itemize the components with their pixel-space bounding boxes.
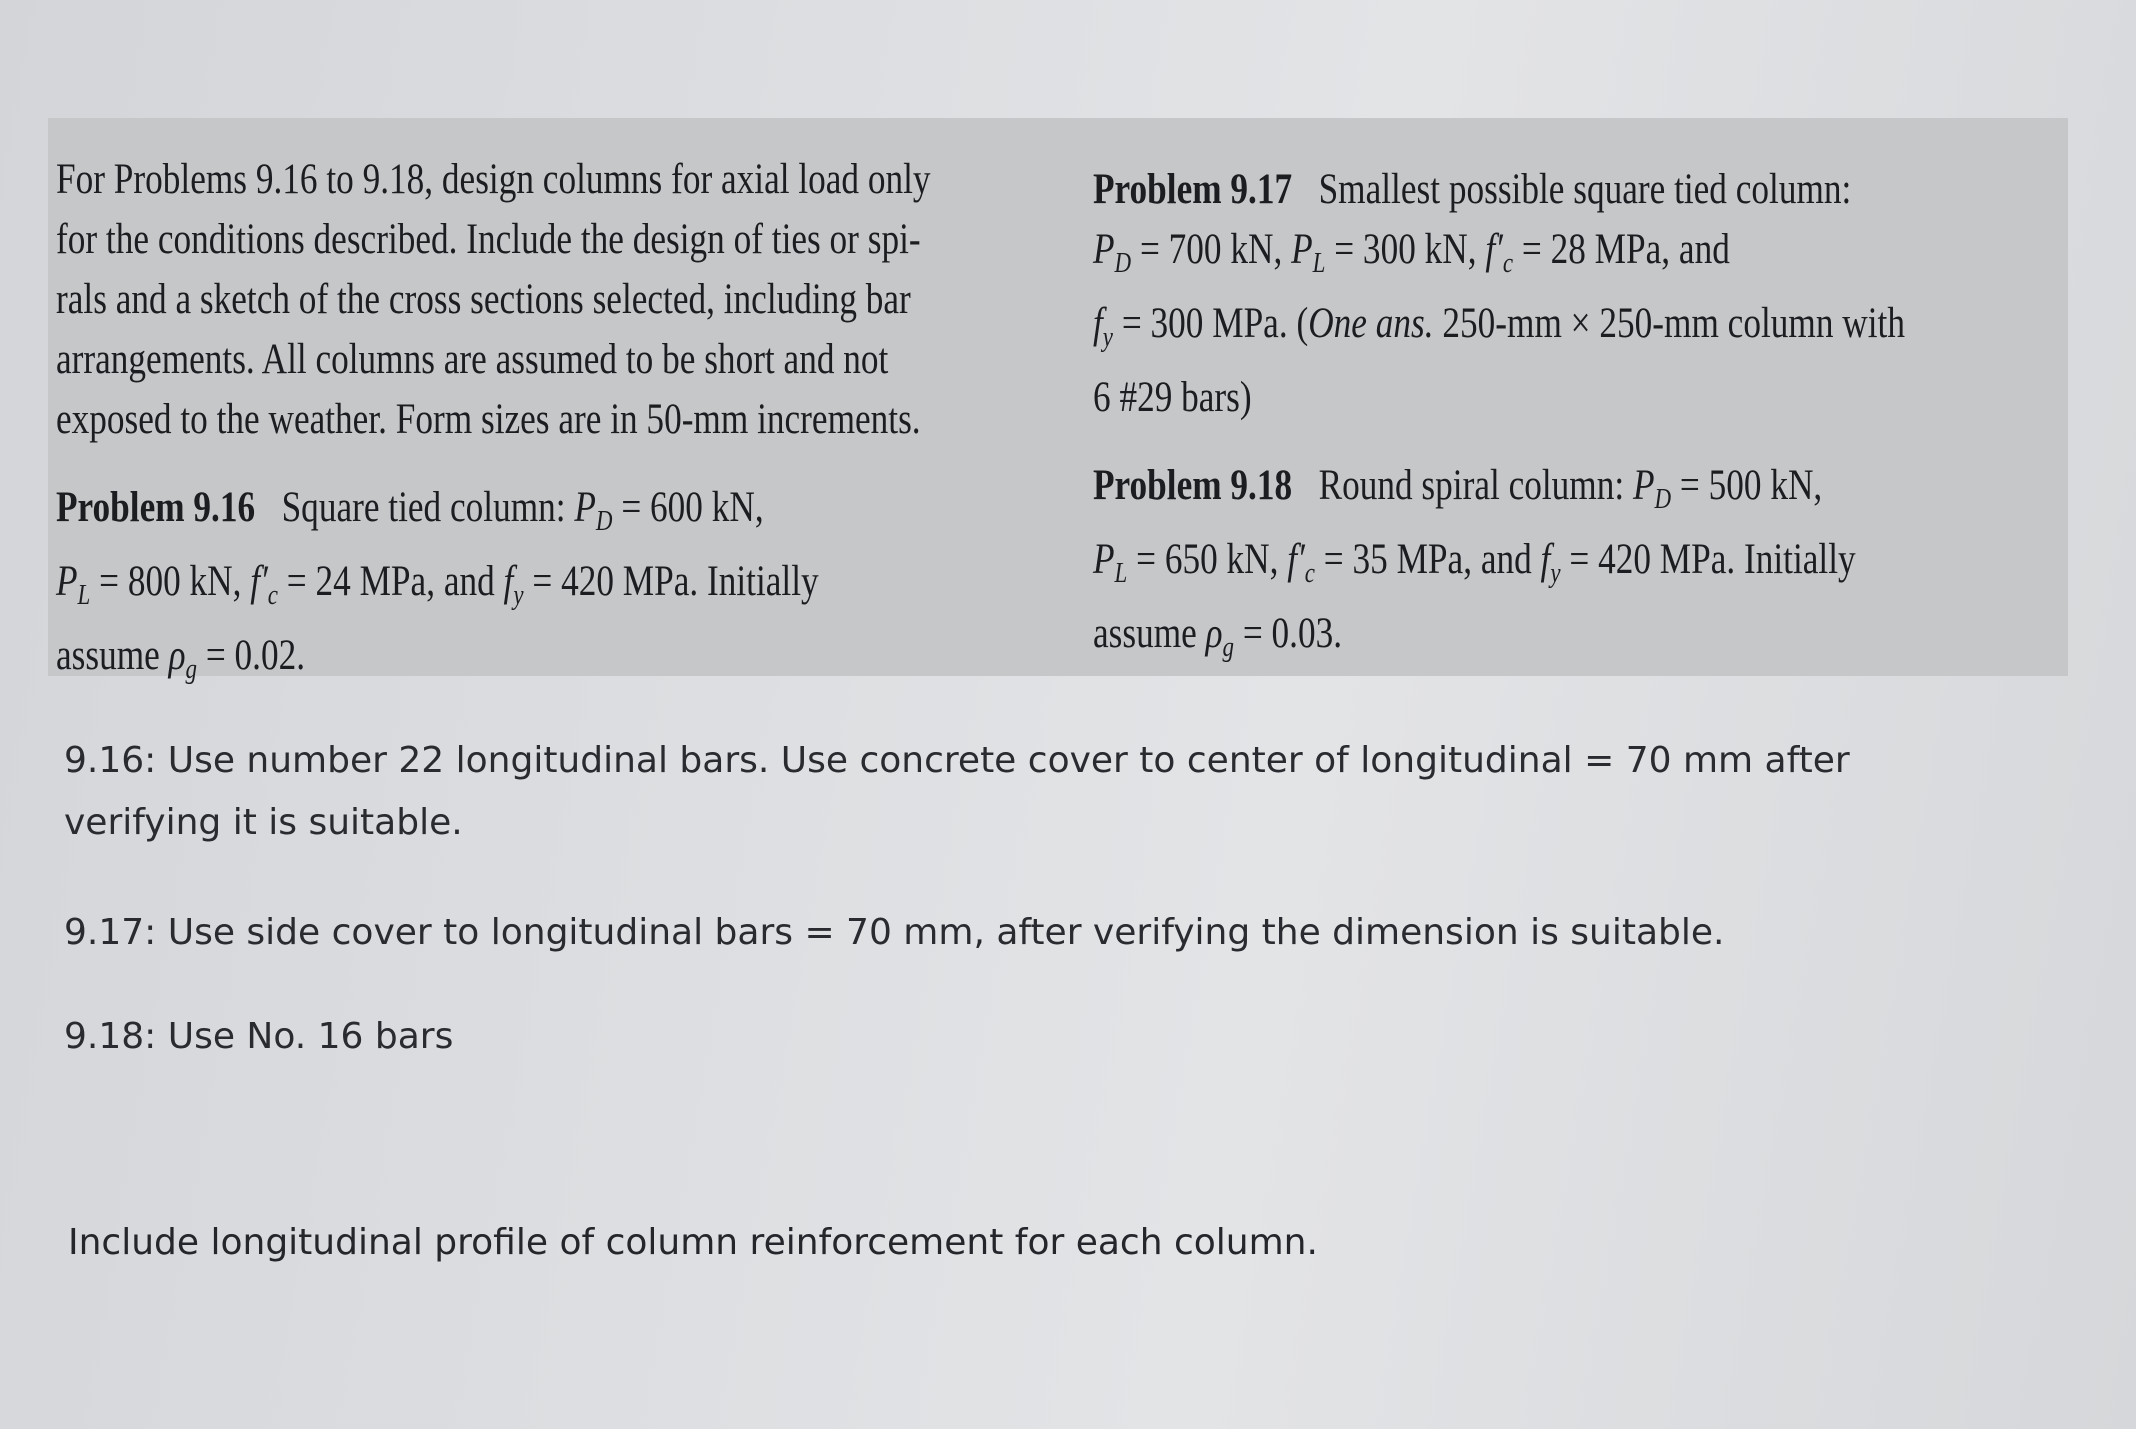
problem-9-18-line-2: $P_L = 650$ kN, $f'_c = 35$ MPa, and $f_y = 420$ MPa. Initially: [1093, 536, 1856, 589]
problem-9-18-label: Problem 9.18: [1093, 462, 1293, 509]
intro-line-4: arrangements. All columns are assumed to be short and not: [56, 336, 889, 383]
instruction-note: Include longitudinal profile of column reinforcement for each column.: [68, 1222, 1318, 1263]
problem-9-18-line-3: assume $\rho_g = 0.03$.: [1093, 610, 1343, 663]
answer-9-18: 9.18: Use No. 16 bars: [64, 1016, 454, 1057]
problem-9-17-line-4: 6 #29 bars): [1093, 374, 1252, 421]
problem-9-16-line-2: $P_L = 800$ kN, $f'_c = 24$ MPa, and $f_y = 420$ MPa. Initially: [56, 558, 819, 611]
problem-9-17-line-2: $P_D = 700$ kN, $P_L = 300$ kN, $f'_c = 28$ MPa, and: [1093, 226, 1730, 279]
problem-9-17-line-3: $f_y = 300$ MPa. (One ans. 250-mm × 250-mm column with: [1093, 300, 1905, 353]
problem-9-16-line-3: assume $\rho_g = 0.02$.: [56, 632, 306, 685]
answer-hints: [64, 730, 1850, 1068]
intro-line-1: For Problems 9.16 to 9.18, design columns for axial load only: [56, 156, 931, 203]
problem-9-16-line-1: Problem 9.16 Square tied column: $P_D = 600$ kN,: [56, 484, 764, 537]
right-column: [1093, 160, 1905, 678]
intro-line-3: rals and a sketch of the cross sections selected, including bar: [56, 276, 911, 323]
intro-line-5: exposed to the weather. Form sizes are in 50-mm increments.: [56, 396, 921, 443]
intro-line-2: for the conditions described. Include the design of ties or spi-: [56, 216, 921, 263]
problem-9-18-line-1: Problem 9.18 Round spiral column: $P_D = 500$ kN,: [1093, 462, 1823, 515]
problem-9-17-label: Problem 9.17: [1093, 166, 1293, 213]
answer-9-17: 9.17: Use side cover to longitudinal bars = 70 mm, after verifying the dimension is suitable.: [64, 912, 1725, 953]
answer-9-16-line-1: 9.16: Use number 22 longitudinal bars. Use concrete cover to center of longitudinal = 70 mm after: [64, 740, 1850, 781]
problem-9-17-line-1: Problem 9.17 Smallest possible square tied column:: [1093, 166, 1852, 213]
answer-9-16-line-2: verifying it is suitable.: [64, 802, 463, 843]
problem-9-16-label: Problem 9.16: [56, 484, 256, 531]
left-column: [56, 150, 931, 700]
